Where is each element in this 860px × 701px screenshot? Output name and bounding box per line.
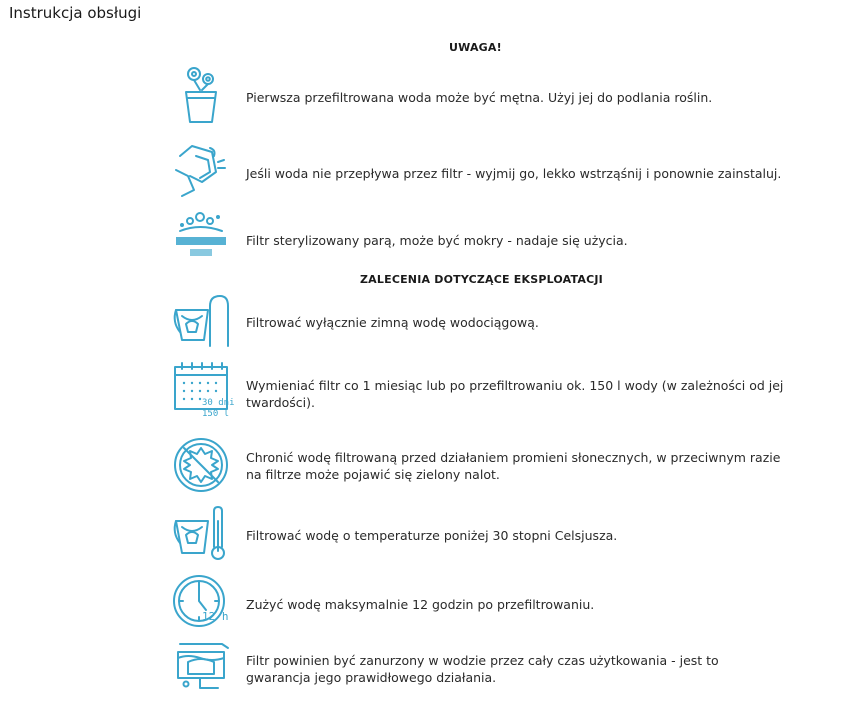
warning-item-text: Jeśli woda nie przepływa przez filtr - wyjmij go, lekko wstrząśnij i ponownie zainstaluj. [246,166,782,181]
recommendations-heading: ZALECENIA DOTYCZĄCE EKSPLOATACJI [360,273,603,286]
recommendation-item-text: Filtr powinien być zanurzony w wodzie przez cały czas użytkowania - jest to gwarancja jego prawidłowego działania. [246,653,719,685]
jug-thermometer-icon [172,505,230,563]
shake-filter-icon [172,142,230,200]
jug-tap-icon [172,292,230,350]
recommendation-item-text: Filtrować wodę o temperaturze poniżej 30 stopni Celsjusza. [246,528,618,543]
clock-icon [172,574,230,632]
recommendation-item-text: Zużyć wodę maksymalnie 12 godzin po przefiltrowaniu. [246,597,595,612]
plant-pot-icon [172,64,230,122]
steam-sterilized-icon [172,211,230,269]
calendar-volume-label: 150 l [202,409,230,419]
calendar-days-label: 30 dni [202,398,235,408]
warning-item-text: Filtr sterylizowany parą, może być mokry - nadaje się użycia. [246,233,628,248]
calendar-icon [172,361,235,419]
no-sun-icon [172,436,230,494]
recommendation-item-text: Filtrować wyłącznie zimną wodę wodociągową. [246,315,539,330]
recommendation-item-text: Wymieniać filtr co 1 miesiąc lub po przefiltrowaniu ok. 150 l wody (w zależności od jej twardości). [246,378,784,410]
warning-heading: UWAGA! [449,41,502,54]
page-title: Instrukcja obsługi [9,4,142,22]
filter-submerged-icon [172,640,230,698]
recommendation-item-text: Chronić wodę filtrowaną przed działaniem promieni słonecznych, w przeciwnym razie na filtrze może pojawić się zielony nalot. [246,450,781,482]
warning-item-text: Pierwsza przefiltrowana woda może być mętna. Użyj jej do podlania roślin. [246,90,713,105]
clock-hours-label: 12 h [202,610,229,623]
